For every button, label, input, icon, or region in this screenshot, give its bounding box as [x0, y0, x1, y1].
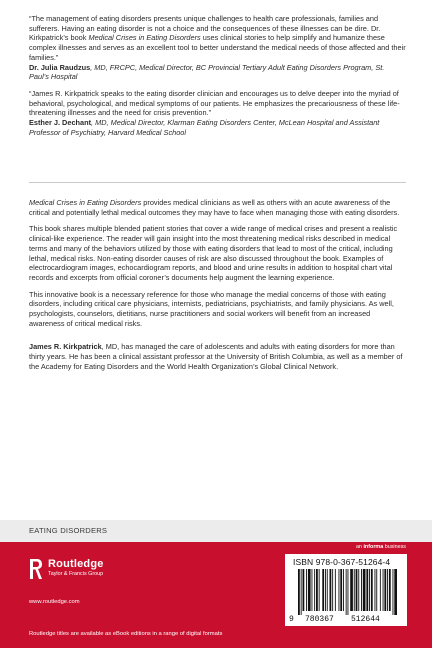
endorsement-2-attribution — [29, 118, 406, 137]
barcode-bar — [393, 569, 394, 615]
endorsement-2 — [29, 89, 406, 138]
barcode-bar — [301, 569, 302, 615]
barcode-bar — [354, 569, 355, 611]
barcode-bar — [383, 569, 384, 611]
barcode-bar — [343, 569, 344, 611]
barcode-bars — [298, 569, 398, 615]
endorsement-1-quote — [29, 14, 406, 62]
barcode-bar — [350, 569, 353, 611]
author-bio-text: , MD, has managed the care of adolescents and adults with eating disorders for more than thirty years. He has been a clinical assistant professor at the University of British Columbia, as well as a member of the Academy for Eating Disorders and the World Health Organization’s Global Clinical Network. — [29, 342, 403, 371]
barcode-digits-right: 512644 — [351, 615, 380, 624]
barcode-bar — [335, 569, 336, 611]
publisher-website[interactable]: www.routledge.com — [29, 599, 80, 605]
barcode — [285, 554, 407, 626]
barcode-bar — [366, 569, 368, 611]
barcode-bar — [387, 569, 388, 611]
barcode-bar — [312, 569, 313, 611]
description-paragraph-1 — [29, 198, 406, 217]
barcode-bar — [394, 569, 397, 615]
endorsement-1 — [29, 14, 406, 82]
barcode-bar — [316, 569, 318, 611]
barcode-bar — [308, 569, 311, 611]
author-name: James R. Kirkpatrick — [29, 342, 102, 352]
barcode-digit-first: 9 — [289, 615, 294, 624]
barcode-bar — [356, 569, 358, 611]
ebook-note: Routledge titles are available as eBook editions in a range of digital formats — [29, 631, 223, 637]
informa-tagline — [356, 544, 406, 550]
description-paragraph-3: This innovative book is a necessary reference for those who manage the medial concerns of those with eating disorders, including critical care physicians, internists, pediatricians, psychiatrists, and family physicians. As well, psychologists, counselors, dietitians, nurse practitioners and social workers will benefit from an increased awareness of critical medical risks. — [29, 289, 394, 328]
description-paragraph-2: This book shares multiple blended patient stories that cover a wide range of medical crises and present a realistic clinical-like experience. The reader will gain insight into the most threatening medical risks described in medical terms and many of the behaviors utilized by those with eating disorders that lead to most of the critical, including lethal, medical risks. Non-eating disorder causes of risk are also discussed throughout the book. Examples of electrocardiogram images, echocardiogram reports, and blood and urine results in addition to hospital chart vital records and excerpts from official coroner’s documents help augment the learning experience. — [29, 224, 398, 282]
informa-brand: informa — [363, 544, 384, 550]
endorsement-1-text-a: “The management of eating disorders presents unique challenges to health care professionals, families and sufferers. Having an eating disorder is not a choice and the consequences of these illnesses can be dire. Dr. Kirkpatrick’s book — [29, 14, 381, 43]
barcode-bar — [327, 569, 328, 611]
barcode-bar — [322, 569, 324, 611]
barcode-bar — [363, 569, 366, 611]
barcode-bar — [371, 569, 373, 611]
category-band — [0, 520, 432, 542]
barcode-bar — [380, 569, 381, 611]
category-label: EATING DISORDERS — [29, 526, 108, 535]
publisher-group: Taylor & Francis Group — [48, 571, 104, 577]
divider — [29, 182, 406, 183]
endorsement-2-quote: “James R. Kirkpatrick speaks to the eating disorder clinician and encourages us to delve deeper into the myriad of behavioral, psychological, and medical symptoms of our patients. He emphasizes the precariousness of these life-threatening illnesses and the need for crisis prevention.” — [29, 88, 400, 118]
barcode-bar — [369, 569, 370, 611]
endorsement-2-name: Esther J. Dechant — [29, 118, 92, 128]
endorsement-1-text-b: uses clinical stories to help simplify and humanize these complex illnesses and serves as an excellent tool to better understand the medical needs of those affected and their families.” — [29, 33, 406, 62]
barcode-bar — [306, 569, 307, 611]
barcode-bar — [346, 569, 347, 615]
barcode-bar — [384, 569, 386, 611]
barcode-bar — [375, 569, 376, 611]
publisher-name: Routledge — [48, 558, 104, 570]
barcode-bar — [339, 569, 340, 611]
publisher-panel — [0, 542, 432, 648]
endorsement-2-credentials: , MD, Medical Director, Klarman Eating Disorders Center, McLean Hospital and Assistant Professor of Psychiatry, Harvard Medical School — [29, 118, 380, 137]
informa-suffix: business — [383, 544, 406, 550]
description-book-title: Medical Crises in Eating Disorders — [29, 198, 142, 207]
endorsement-1-name: Dr. Julia Raudzus — [29, 62, 91, 72]
barcode-bar — [340, 569, 342, 611]
informa-prefix: an — [355, 544, 364, 550]
barcode-bar — [303, 569, 305, 611]
barcode-bar — [348, 569, 349, 615]
logo-wordmark — [48, 558, 104, 578]
barcode-bar — [376, 569, 377, 611]
author-bio — [29, 342, 406, 371]
book-description — [29, 198, 406, 379]
routledge-r-logo-icon — [29, 558, 43, 580]
routledge-logo — [29, 558, 104, 580]
barcode-bar — [358, 569, 359, 611]
barcode-bar — [330, 569, 332, 611]
barcode-bar — [298, 569, 300, 615]
endorsement-1-credentials: , MD, FRCPC, Medical Director, BC Provincial Tertiary Adult Eating Disorders Program, St. Paul’s Hospital — [29, 62, 385, 82]
barcode-bar — [361, 569, 362, 611]
barcode-bar — [319, 569, 320, 611]
isbn-label: ISBN 978-0-367-51264-4 — [293, 557, 391, 567]
barcode-bar — [332, 569, 333, 611]
endorsement-1-book-title: Medical Crises in Eating Disorders — [88, 33, 201, 43]
endorsements — [29, 14, 406, 144]
barcode-bar — [389, 569, 391, 611]
endorsement-1-attribution — [29, 63, 406, 82]
barcode-bar — [314, 569, 315, 611]
barcode-digits-left: 780367 — [305, 615, 334, 624]
description-p1-text: provides medical clinicians as well as others with an acute awareness of the critical and potentially lethal medical outcomes they may have to face when managing those with eating disorders. — [29, 198, 400, 217]
barcode-bar — [325, 569, 326, 611]
